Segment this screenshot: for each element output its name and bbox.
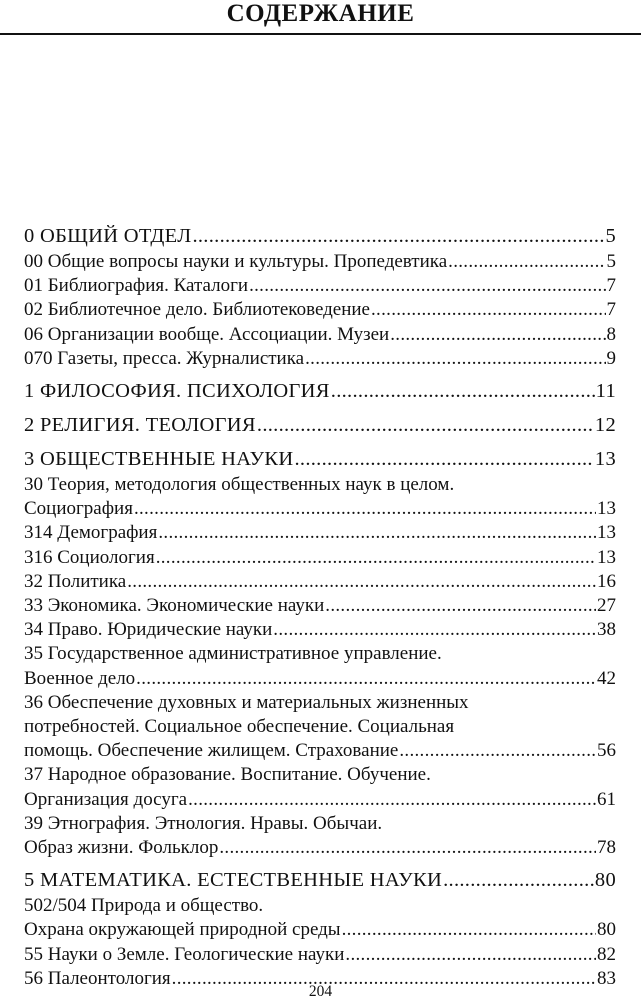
dot-leader: [127, 570, 596, 594]
toc-entry-page-number: 27: [597, 595, 616, 617]
toc-entry-page-number: 7: [606, 299, 616, 321]
toc-entry-title: Социография: [24, 498, 133, 520]
toc-subsection-entry: [24, 274, 616, 298]
toc-section-entry: [24, 867, 616, 894]
dot-leader: [443, 867, 594, 894]
toc-entry-page-number: 5: [605, 225, 616, 247]
toc-entry-title: 00 Общие вопросы науки и культуры. Пропедевтика: [24, 251, 448, 272]
toc-entry-title: 32 Политика: [24, 570, 127, 592]
toc-entry-page-number: 13: [597, 498, 616, 520]
dot-leader: [219, 836, 596, 860]
dot-leader: [371, 298, 606, 322]
toc-subsection-entry: [24, 473, 616, 521]
toc-entry-title: 2 РЕЛИГИЯ. ТЕОЛОГИЯ: [24, 414, 256, 437]
toc-entry-leader-line: [24, 667, 616, 691]
toc-entry-page-number: 56: [597, 740, 616, 762]
toc-entry-text-line: 37 Народное образование. Воспитание. Обучение.: [24, 764, 431, 786]
toc-entry-page-number: 13: [594, 448, 616, 471]
dot-leader: [345, 943, 596, 967]
toc-entry-leader-line: [24, 446, 616, 473]
toc-entry-leader-line: [24, 739, 616, 763]
toc-subsection-entry: [24, 691, 616, 764]
toc-entry-title: 5 МАТЕМАТИКА. ЕСТЕСТВЕННЫЕ НАУКИ: [24, 869, 443, 892]
toc-entry-leader-line: [24, 618, 616, 642]
dot-leader: [390, 323, 605, 347]
toc-entry-title: 06 Организации вообще. Ассоциации. Музеи: [24, 323, 390, 345]
dot-leader: [331, 378, 595, 405]
toc-entry-title: 34 Право. Юридические науки: [24, 619, 273, 641]
toc-entry-page-number: 16: [597, 570, 616, 592]
toc-entry-page-number: 61: [597, 788, 616, 810]
toc-entry-text-line: потребностей. Социальное обеспечение. Социальная: [24, 716, 455, 738]
toc-section-entry: [24, 223, 616, 250]
dot-leader: [294, 446, 593, 473]
toc-entry-title: 1 ФИЛОСОФИЯ. ПСИХОЛОГИЯ: [24, 380, 330, 403]
toc-entry-title: Военное дело: [24, 667, 136, 689]
toc-entry-leader-line: [24, 594, 616, 618]
toc-entry-page-number: 80: [594, 869, 616, 892]
toc-entry-leader-line: [24, 223, 616, 250]
toc-subsection-entry: [24, 894, 616, 942]
dot-leader: [257, 412, 594, 439]
toc-entry-leader-line: [24, 867, 616, 894]
toc-entry-page-number: 38: [597, 619, 616, 641]
toc-subsection-entry: [24, 642, 616, 690]
dot-leader: [134, 497, 596, 521]
toc-subsection-entry: [24, 812, 616, 860]
toc-entry-page-number: 5: [606, 251, 616, 272]
toc-section-entry: [24, 446, 616, 473]
toc-entry-leader-line: [24, 412, 616, 439]
toc-entry-page-number: 83: [597, 967, 616, 989]
toc-entry-leader-line: [24, 298, 616, 322]
dot-leader: [325, 594, 596, 618]
toc-entry-page-number: 78: [597, 837, 616, 859]
toc-entry-text-line: 39 Этнография. Этнология. Нравы. Обычаи.: [24, 812, 383, 834]
page-title: СОДЕРЖАНИЕ: [226, 0, 415, 27]
toc-entry-leader-line: [24, 788, 616, 812]
toc-subsection-entry: [24, 347, 616, 371]
toc-entry-leader-line: [24, 521, 616, 545]
toc-entry-leader-line: [24, 347, 616, 371]
toc-entry-text-line: 36 Обеспечение духовных и материальных жизненных: [24, 691, 469, 713]
toc-subsection-entry: [24, 570, 616, 594]
dot-leader: [448, 250, 605, 274]
toc-subsection-entry: [24, 763, 616, 811]
toc-entry-title: 0 ОБЩИЙ ОТДЕЛ: [24, 225, 192, 247]
toc-entry-leader-line: [24, 943, 616, 967]
dot-leader: [342, 918, 596, 942]
toc-entry-leader-line: [24, 250, 616, 274]
toc-subsection-entry: [24, 546, 616, 570]
toc-entry-page-number: 13: [597, 522, 616, 544]
toc-section-entry: [24, 412, 616, 439]
toc-entry-title: 3 ОБЩЕСТВЕННЫЕ НАУКИ: [24, 448, 294, 471]
toc-subsection-entry: [24, 298, 616, 322]
toc-entry-title: 070 Газеты, пресса. Журналистика: [24, 347, 305, 369]
toc-entry-page-number: 42: [597, 667, 616, 689]
toc-entry-title: 56 Палеонтология: [24, 967, 171, 989]
toc-entry-leader-line: [24, 836, 616, 860]
toc-entry-leader-line: [24, 546, 616, 570]
toc-entry-page-number: 8: [606, 323, 616, 345]
toc-subsection-entry: [24, 250, 616, 274]
toc-subsection-entry: [24, 323, 616, 347]
dot-leader: [249, 274, 605, 298]
toc-entry-title: 55 Науки о Земле. Геологические науки: [24, 943, 345, 965]
toc-entry-text-line: 30 Теория, методология общественных наук в целом.: [24, 474, 455, 496]
dot-leader: [156, 546, 596, 570]
table-of-contents: [24, 223, 616, 991]
toc-entry-leader-line: [24, 274, 616, 298]
toc-entry-text-line: 502/504 Природа и общество.: [24, 895, 264, 917]
toc-entry-leader-line: [24, 378, 616, 405]
toc-entry-page-number: 13: [597, 546, 616, 568]
toc-entry-title: 33 Экономика. Экономические науки: [24, 595, 325, 617]
toc-subsection-entry: [24, 594, 616, 618]
page-number: 204: [308, 983, 333, 1000]
toc-entry-title: 316 Социология: [24, 546, 155, 568]
toc-entry-page-number: 80: [597, 919, 616, 941]
toc-entry-page-number: 11: [595, 380, 616, 403]
toc-entry-page-number: 7: [606, 275, 616, 297]
toc-section-entry: [24, 378, 616, 405]
dot-leader: [273, 618, 596, 642]
toc-subsection-entry: [24, 521, 616, 545]
dot-leader: [192, 223, 604, 250]
toc-entry-text-line: 35 Государственное административное управление.: [24, 643, 442, 665]
dot-leader: [399, 739, 596, 763]
toc-entry-title: Организация досуга: [24, 788, 188, 810]
toc-entry-title: 314 Демография: [24, 522, 158, 544]
toc-entry-leader-line: [24, 570, 616, 594]
toc-entry-page-number: 82: [597, 943, 616, 965]
toc-entry-leader-line: [24, 323, 616, 347]
toc-entry-title: помощь. Обеспечение жилищем. Страхование: [24, 740, 399, 762]
toc-entry-title: Образ жизни. Фольклор: [24, 837, 219, 859]
toc-entry-title: Охрана окружающей природной среды: [24, 919, 341, 941]
toc-entry-page-number: 12: [594, 414, 616, 437]
toc-subsection-entry: [24, 943, 616, 967]
toc-entry-page-number: 9: [606, 347, 616, 369]
dot-leader: [158, 521, 596, 545]
dot-leader: [188, 788, 596, 812]
dot-leader: [305, 347, 605, 371]
title-rule: [0, 33, 641, 35]
dot-leader: [136, 667, 596, 691]
toc-entry-title: 02 Библиотечное дело. Библиотековедение: [24, 299, 370, 321]
toc-entry-leader-line: [24, 497, 616, 521]
toc-entry-leader-line: [24, 918, 616, 942]
toc-subsection-entry: [24, 618, 616, 642]
toc-entry-title: 01 Библиография. Каталоги: [24, 275, 249, 297]
